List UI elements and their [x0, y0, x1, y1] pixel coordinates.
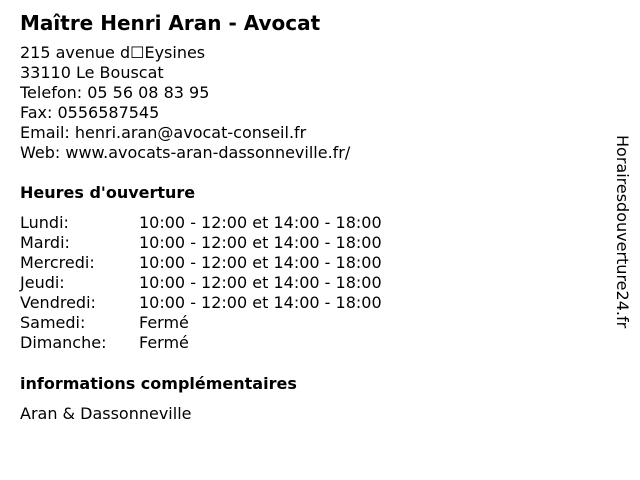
day-hours: 10:00 - 12:00 et 14:00 - 18:00: [139, 273, 382, 292]
day-label: Mercredi:: [20, 253, 95, 272]
day-hours: Fermé: [139, 333, 189, 352]
side-brand-watermark: Horairesdouverture24.fr: [613, 135, 632, 329]
additional-info-heading: informations complémentaires: [20, 374, 297, 393]
day-label: Lundi:: [20, 213, 69, 232]
day-label: Jeudi:: [20, 273, 65, 292]
phone-line: Telefon: 05 56 08 83 95: [20, 83, 210, 102]
day-label: Dimanche:: [20, 333, 107, 352]
opening-hours-heading: Heures d'ouverture: [20, 183, 196, 202]
contact-block: [20, 43, 350, 163]
day-hours: 10:00 - 12:00 et 14:00 - 18:00: [139, 293, 382, 312]
day-hours: 10:00 - 12:00 et 14:00 - 18:00: [139, 213, 382, 232]
day-hours: 10:00 - 12:00 et 14:00 - 18:00: [139, 233, 382, 252]
page-title: Maître Henri Aran - Avocat: [20, 11, 321, 35]
day-hours: 10:00 - 12:00 et 14:00 - 18:00: [139, 253, 382, 272]
address-street: 215 avenue d☐Eysines: [20, 43, 206, 62]
address-city: 33110 Le Bouscat: [20, 63, 164, 82]
day-hours: Fermé: [139, 313, 189, 332]
fax-line: Fax: 0556587545: [20, 103, 160, 122]
day-label: Vendredi:: [20, 293, 96, 312]
day-label: Samedi:: [20, 313, 86, 332]
day-label: Mardi:: [20, 233, 70, 252]
email-line: Email: henri.aran@avocat-conseil.fr: [20, 123, 307, 142]
website-line: Web: www.avocats-aran-dassonneville.fr/: [20, 143, 351, 162]
additional-info-text: Aran & Dassonneville: [20, 404, 192, 423]
